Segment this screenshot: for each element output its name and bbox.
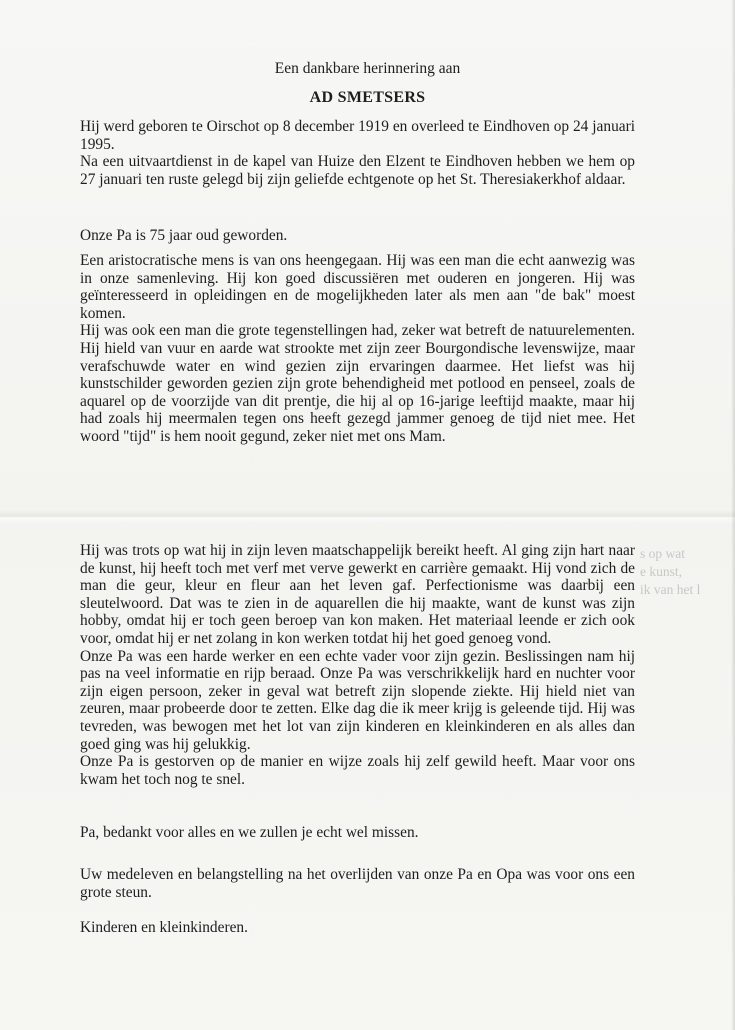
character-section [80,252,635,446]
sympathy-section [80,866,635,901]
life-dates-section [80,118,635,188]
bleed-through-text: ik van het l [640,582,701,597]
paper-edge-shadow [731,0,735,1030]
age-section [80,227,635,245]
bleed-through-text: s op wat [640,546,685,561]
signature-line: Kinderen en kleinkinderen. [80,919,248,936]
career-section [80,542,635,788]
age-paragraph: Onze Pa is 75 jaar oud geworden. [80,227,288,244]
deceased-name: AD SMETSERS [309,89,426,106]
worker-paragraph: Onze Pa was een harde werker en een echte vader voor zijn gezin. Beslissingen nam hij pas na veel informatie en rijp beraad. Onze Pa was verschrikkelijk hard en nuchter voor zijn eigen persoon, zeker in geval wat betreft zijn slopende ziekte. Hij hield niet van zeuren, maar probeerde door te zetten. Elke dag die ik meer krijg is geleende tijd. Hij was tevreden, was bewogen met het lot van zijn kinderen en kleinkinderen en als alles dan goed ging was hij gelukkig. [80,647,635,753]
contrasts-paragraph: Hij was ook een man die grote tegenstellingen had, zeker wat betreft de natuurelementen. Hij hield van vuur en aarde wat strookte met zijn zeer Bourgondische levenswijze, maar verafschuwde water en wind gezien zijn ervaringen daarmee. Het liefst was hij kunstschilder geworden gezien zijn grote behendigheid met potlood en penseel, zoals de aquarel op de voorzijde van dit prentje, die hij al op 16-jarige leeftijd maakte, maar hij had zoals hij meermalen tegen ons heeft gezegd jammer genoeg de tijd niet mee. Het woord "tijd" is hem nooit gegund, zeker niet met ons Mam. [80,322,635,445]
thanks-pa-paragraph: Pa, bedankt voor alles en we zullen je echt wel missen. [80,824,419,841]
proud-paragraph: Hij was trots op wat hij in zijn leven maatschappelijk bereikt heeft. Al ging zijn hart naar de kunst, hij heeft toch met verf met verve gewerkt en carrière gemaakt. Hij vond zich de man die geur, kleur en fleur aan het leven gaf. Perfectionisme was daarbij een sleutelwoord. Dat was te zien in de aquarellen die hij maakte, want de kunst was zijn hobby, omdat hij er toch geen beroep van kon maken. Het materiaal leende er zich ook voor, omdat hij er net zolang in kon werken totdat hij het goed genoeg vond. [80,542,635,647]
sympathy-paragraph: Uw medeleven en belangstelling na het overlijden van onze Pa en Opa was voor ons een grote steun. [80,866,635,901]
thanks-pa-section [80,824,635,842]
birth-death-paragraph: Hij werd geboren te Oirschot op 8 december 1919 en overleed te Eindhoven op 24 januari 1995. [80,118,635,153]
signature-section [80,919,635,937]
funeral-paragraph: Na een uitvaartdienst in de kapel van Huize den Elzent te Eindhoven hebben we hem op 27 januari ten ruste gelegd bij zijn geliefde echtgenote op het St. Theresiakerkhof aldaar. [80,153,635,188]
paper-fold-crease [0,510,735,524]
intro-heading: Een dankbare herinnering aan [274,60,461,77]
passed-paragraph: Onze Pa is gestorven op de manier en wijze zoals hij zelf gewild heeft. Maar voor ons kwam het toch nog te snel. [80,753,635,788]
aristocratic-paragraph: Een aristocratische mens is van ons heengegaan. Hij was een man die echt aanwezig was in onze samenleving. Hij kon goed discussiëren met ouderen en jongeren. Hij was geïnteresseerd in opleidingen en de mogelijkheden later als men aan "de bak" moest komen. [80,252,635,322]
bleed-through-text: e kunst, [640,564,682,579]
